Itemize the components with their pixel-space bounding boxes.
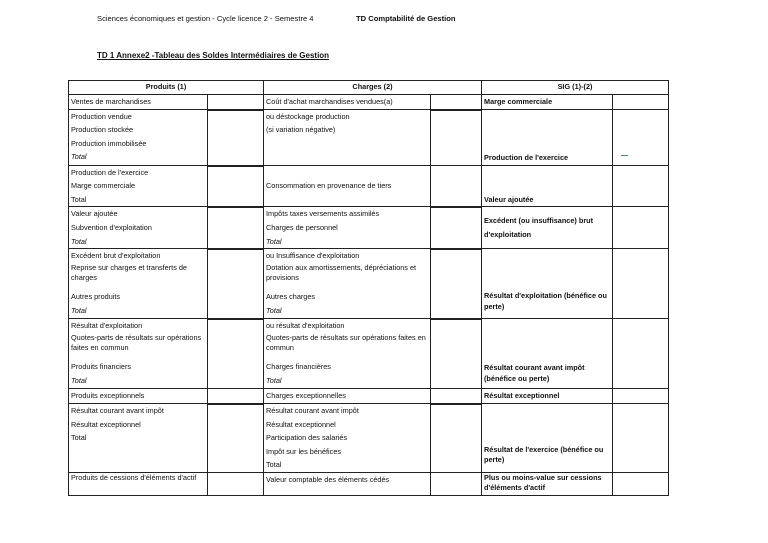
td-header: TD Comptabilité de Gestion — [356, 14, 456, 23]
charges-cell — [264, 165, 431, 207]
charges-amount — [431, 403, 482, 472]
sig-cell — [482, 165, 613, 207]
produits-cell — [69, 249, 208, 319]
produit-line: Résultat courant avant impôt — [71, 405, 164, 415]
table-row — [69, 165, 669, 207]
green-mark — [621, 155, 628, 156]
charge-line: (si variation négative) — [266, 125, 336, 135]
charges-amount — [431, 472, 482, 495]
produits-cell — [69, 403, 208, 472]
table-row — [69, 472, 669, 495]
produit-line: Production immobilisée — [71, 138, 147, 148]
sig-amount — [613, 472, 669, 495]
document-title: TD 1 Annexe2 -Tableau des Soldes Intermédiaires de Gestion — [97, 51, 330, 60]
sig-cell — [482, 389, 613, 404]
produits-cell — [69, 472, 208, 495]
charge-line: Résultat courant avant impôt — [266, 405, 359, 415]
sig-cell — [482, 95, 613, 110]
produit-line: Excédent brut d'exploitation — [71, 251, 161, 261]
table-row — [69, 95, 669, 110]
sig-label: Résultat d'exploitation (bénéfice ou perte) — [484, 291, 607, 311]
charges-amount — [431, 165, 482, 207]
charges-cell — [264, 319, 431, 389]
charge-line: Dotation aux amortissements, dépréciations et provisions — [266, 262, 417, 283]
sig-cell — [482, 207, 613, 249]
produit-line: Production stockée — [71, 125, 134, 135]
produits-amount — [208, 207, 264, 249]
sig-cell — [482, 403, 613, 472]
produit-line: Valeur ajoutée — [71, 209, 118, 219]
sig-cell — [482, 472, 613, 495]
charge-total: Total — [266, 460, 282, 470]
charges-amount — [431, 389, 482, 404]
sig-label: Résultat de l'exercice (bénéfice ou perte) — [484, 444, 604, 465]
produit-line: Produits exceptionnels — [71, 391, 145, 401]
sig-cell — [482, 319, 613, 389]
produits-amount — [208, 95, 264, 110]
produit-line: Quotes-parts de résultats sur opérations faites en commun — [71, 332, 202, 353]
charges-cell — [264, 109, 431, 165]
sig-label: Résultat courant avant impôt (bénéfice ou perte) — [484, 363, 585, 383]
table-row — [69, 403, 669, 472]
sig-label: Production de l'exercice — [484, 153, 569, 162]
charge-line: Charges de personnel — [266, 222, 338, 232]
produits-amount — [208, 165, 264, 207]
produits-cell — [69, 109, 208, 165]
sig-table — [68, 80, 669, 496]
charge-line: Charges financières — [266, 361, 331, 371]
charges-cell — [264, 207, 431, 249]
produit-total: Total — [71, 375, 87, 385]
produits-cell — [69, 207, 208, 249]
produit-line: Produits financiers — [71, 361, 132, 371]
produit-line: Marge commerciale — [71, 181, 136, 191]
charges-cell — [264, 249, 431, 319]
sig-amount — [613, 403, 669, 472]
charges-cell — [264, 95, 431, 110]
charge-line: Participation des salariés — [266, 433, 348, 443]
charge-line: Impôt sur les bénéfices — [266, 446, 342, 456]
sig-label: Plus ou moins-value sur cessions d'éléments d'actif — [484, 472, 602, 493]
charge-line: ou résultat d'exploitation — [266, 321, 345, 331]
produits-cell — [69, 165, 208, 207]
charge-line: Consommation en provenance de tiers — [266, 181, 392, 191]
produits-amount — [208, 472, 264, 495]
produits-cell — [69, 95, 208, 110]
produit-line: Produits de cessions d'éléments d'actif — [71, 472, 197, 482]
sig-cell — [482, 109, 613, 165]
produit-total: Total — [71, 305, 87, 315]
sig-amount — [613, 109, 669, 165]
produit-total: Total — [71, 152, 87, 162]
sig-label: Résultat exceptionnel — [484, 391, 560, 401]
charge-total: Total — [266, 305, 282, 315]
sig-cell — [482, 249, 613, 319]
produit-line: Subvention d'exploitation — [71, 222, 152, 232]
produit-total: Total — [71, 194, 87, 204]
charge-line: Impôts taxes versements assimilés — [266, 209, 380, 219]
produit-line: Résultat exceptionnel — [71, 419, 141, 429]
table-row — [69, 319, 669, 389]
table-row — [69, 207, 669, 249]
charges-cell — [264, 472, 431, 495]
produit-line: Autres produits — [71, 291, 121, 301]
header-charges: Charges (2) — [264, 81, 482, 95]
produit-line: Reprise sur charges et transferts de charges — [71, 262, 187, 283]
header-produits: Produits (1) — [69, 81, 264, 95]
sig-label: Excédent (ou insuffisance) brut d'exploitation — [484, 216, 594, 239]
charge-line: ou Insuffisance d'exploitation — [266, 251, 360, 261]
charge-total: Total — [266, 375, 282, 385]
sig-amount — [613, 95, 669, 110]
charge-total: Total — [266, 236, 282, 246]
charges-amount — [431, 109, 482, 165]
produit-line: Ventes de marchandises — [71, 97, 151, 106]
produit-total: Total — [71, 433, 87, 443]
produit-total: Total — [71, 236, 87, 246]
charges-amount — [431, 319, 482, 389]
produit-line: Résultat d'exploitation — [71, 321, 143, 331]
header-sig: SIG (1)-(2) — [482, 81, 669, 95]
charges-cell — [264, 389, 431, 404]
charge-line: Résultat exceptionnel — [266, 419, 336, 429]
table-header-row — [69, 81, 669, 95]
table-row — [69, 389, 669, 404]
charges-amount — [431, 207, 482, 249]
produit-line: Production vendue — [71, 111, 132, 121]
sig-label: Valeur ajoutée — [484, 194, 534, 204]
charges-cell — [264, 403, 431, 472]
produits-amount — [208, 109, 264, 165]
table-row — [69, 109, 669, 165]
produit-line: Production de l'exercice — [71, 167, 149, 177]
charge-line: Autres charges — [266, 291, 316, 301]
produits-amount — [208, 249, 264, 319]
charges-amount — [431, 249, 482, 319]
table-row — [69, 249, 669, 319]
charge-line: Valeur comptable des éléments cédés — [266, 474, 390, 484]
charge-line: Charges exceptionnelles — [266, 391, 346, 401]
charge-line: ou déstockage production — [266, 111, 350, 121]
produits-amount — [208, 403, 264, 472]
sig-amount — [613, 249, 669, 319]
charge-line: Quotes-parts de résultats sur opérations faites en commun — [266, 332, 426, 353]
course-header: Sciences économiques et gestion - Cycle licence 2 - Semestre 4 — [97, 14, 314, 23]
produits-cell — [69, 319, 208, 389]
charges-amount — [431, 95, 482, 110]
charge-line: Coût d'achat marchandises vendues(a) — [266, 97, 393, 106]
sig-amount — [613, 319, 669, 389]
produits-cell — [69, 389, 208, 404]
sig-amount — [613, 389, 669, 404]
produits-amount — [208, 389, 264, 404]
sig-amount — [613, 165, 669, 207]
produits-amount — [208, 319, 264, 389]
sig-amount — [613, 207, 669, 249]
sig-label: Marge commerciale — [484, 97, 553, 106]
